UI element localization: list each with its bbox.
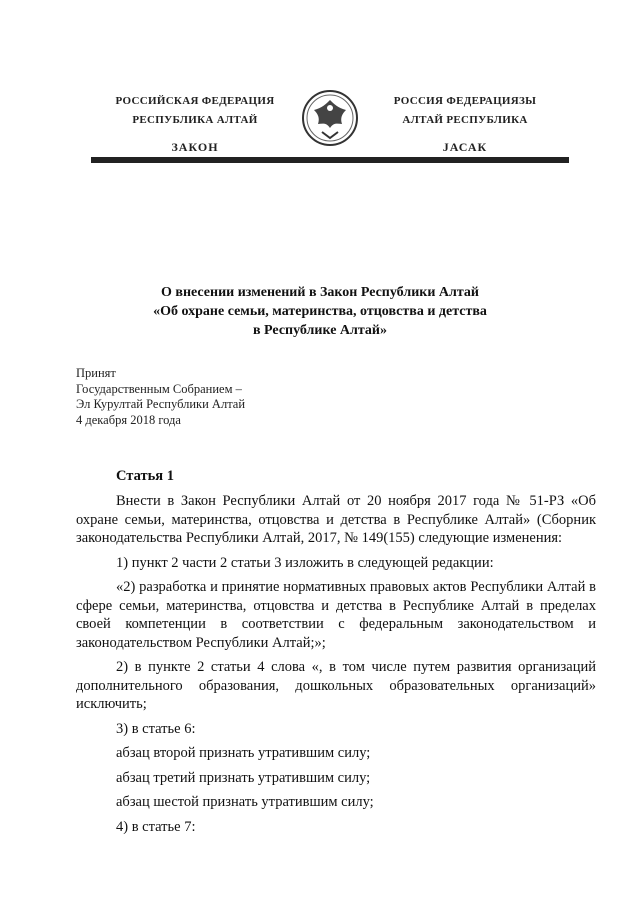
coat-of-arms-icon [300, 88, 360, 148]
paragraph: абзац шестой признать утратившим силу; [116, 794, 374, 810]
paragraph: 4) в статье 7: [116, 818, 196, 835]
header-left-law: ЗАКОН [171, 140, 219, 154]
paragraph: абзац второй признать утратившим силу; [116, 745, 371, 761]
adopted-line-3: Эл Курултай Республики Алтай [76, 397, 246, 411]
header-left [100, 92, 290, 157]
adopted-date: 4 декабря 2018 года [76, 412, 181, 427]
header-right [370, 92, 560, 157]
article-heading: Статья 1 [116, 468, 174, 484]
title-line-3: в Республике Алтай» [253, 323, 387, 338]
header-left-republic: РЕСПУБЛИКА АЛТАЙ [132, 114, 258, 126]
paragraph: 3) в статье 6: [116, 720, 196, 737]
adopted-line-2: Государственным Собранием – [76, 381, 242, 396]
paragraph: 2) в пункте 2 статьи 4 слова «, в том числе путем развития организаций дополнительного образования, дошкольных образовательных организаций» исключить; [76, 659, 596, 712]
document-title [100, 283, 540, 340]
header-divider [91, 157, 569, 163]
adoption-block [76, 366, 245, 428]
header-right-law: JАСАК [442, 140, 488, 154]
header-left-country: РОССИЙСКАЯ ФЕДЕРАЦИЯ [115, 95, 275, 107]
adopted-line-1: Принят [76, 366, 116, 380]
title-line-2: «Об охране семьи, материнства, отцовства и детства [153, 304, 487, 319]
paragraph: 1) пункт 2 части 2 статьи 3 изложить в следующей редакции: [116, 554, 494, 571]
paragraph: Внести в Закон Республики Алтай от 20 ноября 2017 года № 51-РЗ «Об охране семьи, материнства, отцовства и детства в Республике Алтай» (Сборник законодательства Республики Алтай, 2017, № 149(155) следующие изменения: [76, 493, 596, 546]
paragraph: «2) разработка и принятие нормативных правовых актов Республики Алтай в сфере семьи, материнства, отцовства и детства в Республике Алтай в пределах своей компетенции в соответствии с федеральным законодательством и законодательством Республики Алтай;»; [76, 579, 596, 651]
paragraph: абзац третий признать утратившим силу; [116, 769, 371, 786]
article-body [76, 492, 596, 842]
title-line-1: О внесении изменений в Закон Республики Алтай [161, 285, 479, 300]
header-right-country: РОССИЯ ФЕДЕРАЦИЯЗЫ [393, 95, 537, 107]
header-right-republic: АЛТАЙ РЕСПУБЛИКА [402, 114, 528, 126]
